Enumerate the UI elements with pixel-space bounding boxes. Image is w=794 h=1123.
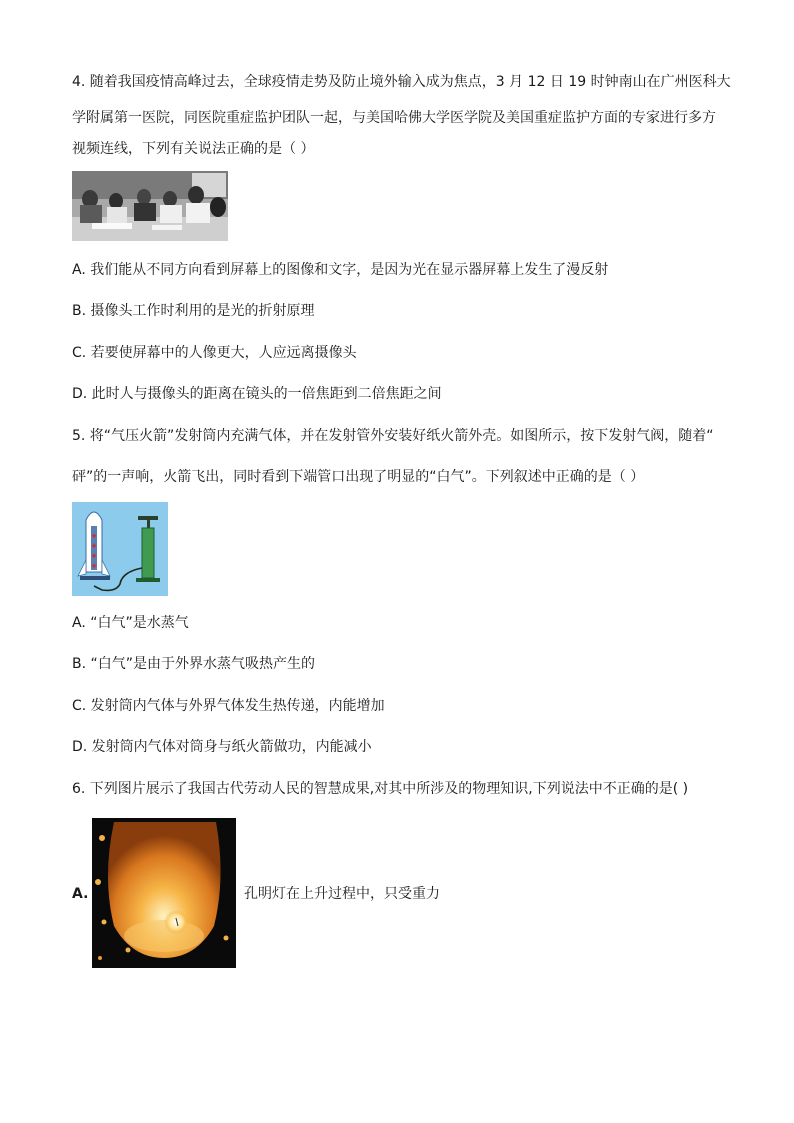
q4-stem-line-1: 4. 随着我国疫情高峰过去，全球疫情走势及防止境外输入成为焦点，3 月 12 日 19 时钟南山在广州医科大: [72, 74, 731, 90]
svg-text:★: ★: [90, 542, 98, 550]
q4-option-d: D. 此时人与摄像头的距离在镜头的一倍焦距到二倍焦距之间: [72, 386, 442, 402]
q5-option-a: A. “白气”是水蒸气: [72, 615, 189, 631]
sky-lantern-photo: [92, 818, 236, 968]
air-pressure-rocket-figure: [72, 502, 168, 596]
q6-stem-line-1: 6. 下列图片展示了我国古代劳动人民的智慧成果,对其中所涉及的物理知识,下列说法中不正确的是( ): [72, 781, 689, 797]
q4-option-c: C. 若要使屏幕中的人像更大，人应远离摄像头: [72, 345, 357, 361]
video-conference-photo: [72, 171, 228, 241]
q5-stem-line-2: 砰”的一声响，火箭飞出，同时看到下端管口出现了明显的“白气”。下列叙述中正确的是（ ）: [72, 469, 645, 485]
q4-option-b: B. 摄像头工作时利用的是光的折射原理: [72, 303, 315, 319]
svg-text:★: ★: [90, 562, 98, 570]
q5-option-d: D. 发射筒内气体对筒身与纸火箭做功，内能减小: [72, 739, 372, 755]
svg-text:★: ★: [90, 532, 98, 540]
q6-option-a-text: 孔明灯在上升过程中，只受重力: [244, 886, 440, 902]
q5-option-b: B. “白气”是由于外界水蒸气吸热产生的: [72, 656, 316, 672]
q4-option-a: A. 我们能从不同方向看到屏幕上的图像和文字，是因为光在显示器屏幕上发生了漫反射: [72, 262, 609, 278]
q5-stem-line-1: 5. 将“气压火箭”发射筒内充满气体，并在发射管外安装好纸火箭外壳。如图所示，按下发射气阀，随着“: [72, 428, 714, 444]
q4-stem-line-3: 视频连线，下列有关说法正确的是（ ）: [72, 141, 315, 157]
q5-option-c: C. 发射筒内气体与外界气体发生热传递，内能增加: [72, 698, 385, 714]
svg-text:★: ★: [90, 552, 98, 560]
q4-stem-line-2: 学附属第一医院，同医院重症监护团队一起，与美国哈佛大学医学院及美国重症监护方面的专家进行多方: [72, 110, 716, 126]
q6-option-a-label: A.: [72, 886, 89, 902]
